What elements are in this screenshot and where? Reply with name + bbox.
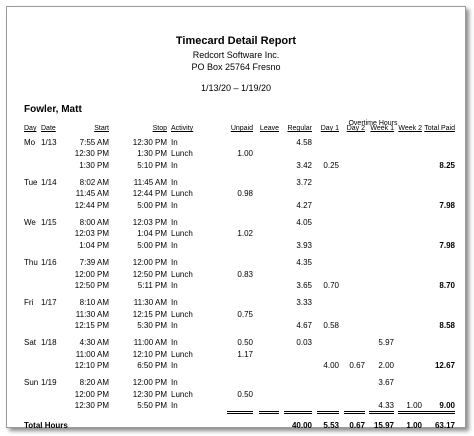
cell-activity: Lunch <box>171 149 193 159</box>
report-page <box>6 6 466 428</box>
cell-stop: 12:10 PM <box>132 349 167 359</box>
cell-date: 1/15 <box>41 218 57 228</box>
cell-total: 8.70 <box>439 280 455 290</box>
cell-total: 12.67 <box>434 360 455 370</box>
cell-day: Sun <box>24 378 39 388</box>
total-day2: 0.67 <box>349 421 365 430</box>
cell-day: Fri <box>24 298 34 308</box>
cell-start: 7:55 AM <box>79 138 109 147</box>
cell-date: 1/18 <box>41 338 57 348</box>
cell-total: 7.98 <box>439 240 455 250</box>
total-rule-week2 <box>398 413 422 414</box>
total-total: 63.17 <box>434 421 455 430</box>
cell-unpaid: 0.50 <box>237 389 253 399</box>
company-address: PO Box 25764 Fresno <box>191 62 281 72</box>
total-rule-day2 <box>344 411 365 412</box>
cell-regular: 3.33 <box>296 298 312 308</box>
cell-start: 11:45 AM <box>75 189 109 199</box>
total-rule-week1 <box>369 413 394 414</box>
cell-stop: 5:50 PM <box>137 401 167 410</box>
overtime-hours-label: Overtime Hours <box>348 120 398 127</box>
column-header-day1: Day 1 <box>320 125 339 132</box>
cell-day1: 0.70 <box>323 280 339 290</box>
cell-start: 12:03 PM <box>74 229 109 239</box>
total-rule-total <box>421 411 455 412</box>
date-range: 1/13/20 – 1/19/20 <box>200 83 272 93</box>
cell-stop: 6:50 PM <box>137 360 167 370</box>
cell-day: Thu <box>24 258 38 268</box>
cell-activity: Lunch <box>171 389 193 399</box>
total-rule-day1 <box>317 413 339 414</box>
cell-start: 11:00 AM <box>75 349 109 359</box>
cell-day: We <box>24 218 36 228</box>
cell-week1: 5.97 <box>378 338 394 348</box>
cell-day: Mo <box>24 138 36 147</box>
cell-start: 12:10 PM <box>74 360 109 370</box>
cell-activity: Lunch <box>171 269 193 279</box>
cell-stop: 12:00 PM <box>132 378 167 388</box>
cell-regular: 4.67 <box>296 320 312 330</box>
cell-unpaid: 1.17 <box>237 349 253 359</box>
cell-stop: 12:03 PM <box>132 218 167 228</box>
total-regular: 40.00 <box>291 421 312 430</box>
cell-start: 12:15 PM <box>74 320 109 330</box>
cell-activity: In <box>171 320 178 330</box>
cell-stop: 12:44 PM <box>132 189 167 199</box>
cell-regular: 4.05 <box>296 218 312 228</box>
total-rule-day1 <box>317 411 339 412</box>
cell-activity: In <box>171 258 178 268</box>
cell-start: 1:04 PM <box>79 240 109 250</box>
cell-stop: 12:30 PM <box>132 138 167 147</box>
total-week2: 1.00 <box>406 421 422 430</box>
cell-week1: 4.33 <box>378 401 394 410</box>
column-header-start: Start <box>94 125 109 132</box>
cell-activity: In <box>171 178 178 188</box>
total-rule-day2 <box>344 413 365 414</box>
cell-unpaid: 1.00 <box>237 149 253 159</box>
cell-stop: 5:00 PM <box>137 200 167 210</box>
cell-date: 1/19 <box>41 378 57 388</box>
cell-stop: 5:11 PM <box>137 280 167 290</box>
column-header-unpaid: Unpaid <box>230 125 253 132</box>
cell-week1: 2.00 <box>378 360 394 370</box>
cell-stop: 5:00 PM <box>137 240 167 250</box>
cell-stop: 1:04 PM <box>137 229 167 239</box>
cell-activity: In <box>171 200 178 210</box>
cell-unpaid: 0.83 <box>237 269 253 279</box>
cell-stop: 11:45 AM <box>133 178 167 188</box>
cell-stop: 1:30 PM <box>137 149 167 159</box>
cell-date: 1/16 <box>41 258 57 268</box>
total-week1: 15.97 <box>373 421 394 430</box>
cell-start: 8:10 AM <box>79 298 109 308</box>
cell-week2: 1.00 <box>406 401 422 410</box>
cell-start: 12:30 PM <box>74 401 109 410</box>
cell-stop: 12:50 PM <box>132 269 167 279</box>
total-rule-week1 <box>369 411 394 412</box>
cell-regular: 4.35 <box>296 258 312 268</box>
cell-start: 7:39 AM <box>79 258 109 268</box>
total-rule-total <box>421 413 455 414</box>
cell-regular: 0.03 <box>296 338 312 348</box>
cell-day1: 4.00 <box>323 360 339 370</box>
cell-start: 8:00 AM <box>79 218 109 228</box>
cell-stop: 12:00 PM <box>132 258 167 268</box>
cell-date: 1/14 <box>41 178 57 188</box>
cell-activity: In <box>171 240 178 250</box>
cell-start: 4:30 AM <box>79 338 109 348</box>
cell-day: Tue <box>24 178 38 188</box>
cell-week1: 3.67 <box>378 378 394 388</box>
cell-stop: 12:15 PM <box>132 309 167 319</box>
cell-activity: Lunch <box>171 309 193 319</box>
cell-regular: 3.42 <box>296 160 312 170</box>
total-rule-regular <box>284 411 312 412</box>
cell-total: 9.00 <box>439 401 455 410</box>
cell-day: Sat <box>24 338 37 348</box>
cell-activity: Lunch <box>171 189 193 199</box>
company-name: Redcort Software Inc. <box>192 50 280 60</box>
cell-activity: Lunch <box>171 349 193 359</box>
total-rule-week2 <box>398 411 422 412</box>
column-header-week1: Week 1 <box>370 125 394 132</box>
total-rule-leave <box>259 411 279 412</box>
cell-activity: In <box>171 360 178 370</box>
cell-activity: In <box>171 378 178 388</box>
column-header-day2: Day 2 <box>346 125 365 132</box>
total-day1: 5.53 <box>323 421 339 430</box>
cell-date: 1/13 <box>41 138 57 147</box>
cell-total: 7.98 <box>439 200 455 210</box>
cell-day1: 0.25 <box>323 160 339 170</box>
report-title: Timecard Detail Report <box>175 35 297 47</box>
column-header-day: Day <box>24 125 37 132</box>
cell-day2: 0.67 <box>349 360 365 370</box>
cell-stop: 12:30 PM <box>132 389 167 399</box>
cell-unpaid: 0.50 <box>237 338 253 348</box>
cell-start: 8:20 AM <box>79 378 109 388</box>
total-rule-unpaid <box>227 413 253 414</box>
column-header-week2: Week 2 <box>398 125 422 132</box>
cell-start: 8:02 AM <box>79 178 109 188</box>
cell-unpaid: 1.02 <box>237 229 253 239</box>
cell-regular: 4.27 <box>296 200 312 210</box>
cell-activity: In <box>171 401 178 410</box>
cell-activity: Lunch <box>171 229 193 239</box>
cell-stop: 11:30 AM <box>133 298 167 308</box>
cell-start: 11:30 AM <box>75 309 109 319</box>
totals-label: Total Hours <box>24 421 68 430</box>
cell-stop: 11:00 AM <box>133 338 167 348</box>
cell-start: 12:00 PM <box>74 389 109 399</box>
cell-activity: In <box>171 218 178 228</box>
cell-date: 1/17 <box>41 298 57 308</box>
cell-start: 1:30 PM <box>79 160 109 170</box>
cell-day1: 0.58 <box>323 320 339 330</box>
employee-name: Fowler, Matt <box>24 104 82 115</box>
cell-unpaid: 0.98 <box>237 189 253 199</box>
cell-activity: In <box>171 280 178 290</box>
cell-activity: In <box>171 138 178 147</box>
total-rule-leave <box>259 413 279 414</box>
cell-regular: 3.93 <box>296 240 312 250</box>
cell-start: 12:00 PM <box>74 269 109 279</box>
cell-stop: 5:30 PM <box>137 320 167 330</box>
cell-total: 8.58 <box>439 320 455 330</box>
column-header-regular: Regular <box>287 125 312 132</box>
column-header-leave: Leave <box>259 125 279 132</box>
cell-activity: In <box>171 160 178 170</box>
total-rule-unpaid <box>227 411 253 412</box>
cell-unpaid: 0.75 <box>237 309 253 319</box>
cell-start: 12:44 PM <box>74 200 109 210</box>
cell-stop: 5:10 PM <box>137 160 167 170</box>
cell-activity: In <box>171 298 178 308</box>
cell-regular: 4.58 <box>296 138 312 147</box>
cell-start: 12:50 PM <box>74 280 109 290</box>
column-header-activity: Activity <box>171 125 194 132</box>
total-rule-regular <box>284 413 312 414</box>
cell-regular: 3.72 <box>296 178 312 188</box>
cell-start: 12:30 PM <box>74 149 109 159</box>
cell-regular: 3.65 <box>296 280 312 290</box>
cell-total: 8.25 <box>439 160 455 170</box>
cell-activity: In <box>171 338 178 348</box>
column-header-total: Total Paid <box>424 125 455 132</box>
column-header-stop: Stop <box>152 125 167 132</box>
column-header-date: Date <box>41 125 56 132</box>
